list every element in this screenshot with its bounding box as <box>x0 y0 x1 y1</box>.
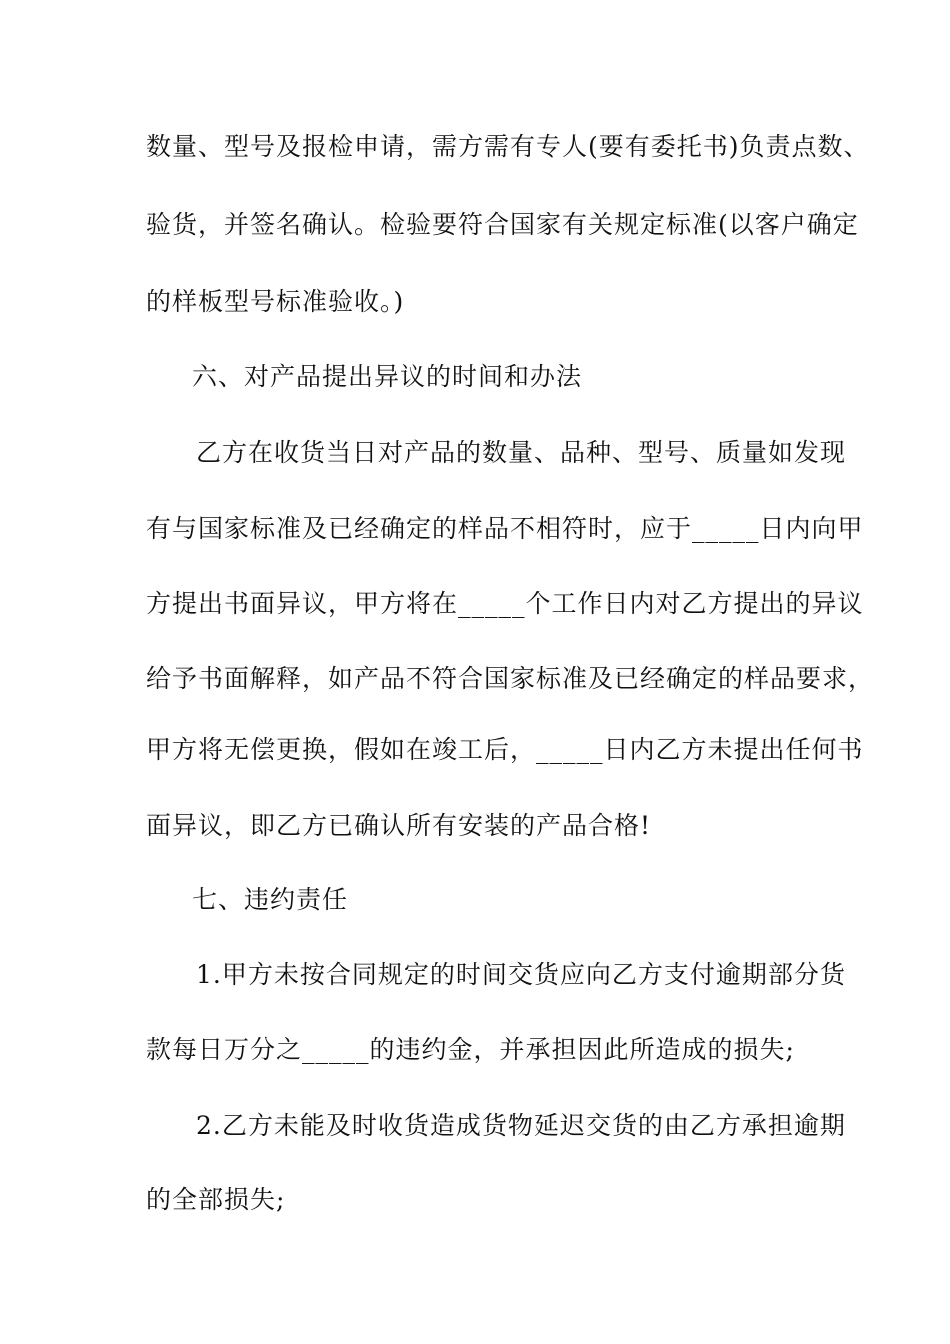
text-line: 有与国家标准及已经确定的样品不相符时，应于_____日内向甲 <box>146 514 864 543</box>
section-heading: 七、违约责任 <box>192 885 349 914</box>
text-line: 数量、型号及报检申请，需方需有专人(要有委托书)负责点数、 <box>146 132 870 161</box>
text-line: 的样板型号标准验收。) <box>146 287 405 316</box>
text-line: 甲方将无偿更换，假如在竣工后，_____日内乙方未提出任何书 <box>146 735 864 764</box>
text-line: 乙方在收货当日对产品的数量、品种、型号、质量如发现 <box>196 438 847 467</box>
text-line: 面异议，即乙方已确认所有安装的产品合格! <box>146 811 652 840</box>
text-line: 2.乙方未能及时收货造成货物延迟交货的由乙方承担逾期 <box>196 1111 846 1140</box>
text-line: 给予书面解释，如产品不符合国家标准及已经确定的样品要求， <box>146 664 875 693</box>
text-line: 1.甲方未按合同规定的时间交货应向乙方支付逾期部分货 <box>196 960 846 989</box>
section-heading: 六、对产品提出异议的时间和办法 <box>192 362 583 391</box>
text-line: 款每日万分之_____的违约金，并承担因此所造成的损失; <box>146 1035 795 1064</box>
text-line: 的全部损失; <box>146 1185 286 1214</box>
text-line: 方提出书面异议，甲方将在_____个工作日内对乙方提出的异议 <box>146 589 864 618</box>
text-line: 验货，并签名确认。检验要符合国家有关规定标准(以客户确定 <box>146 210 859 239</box>
